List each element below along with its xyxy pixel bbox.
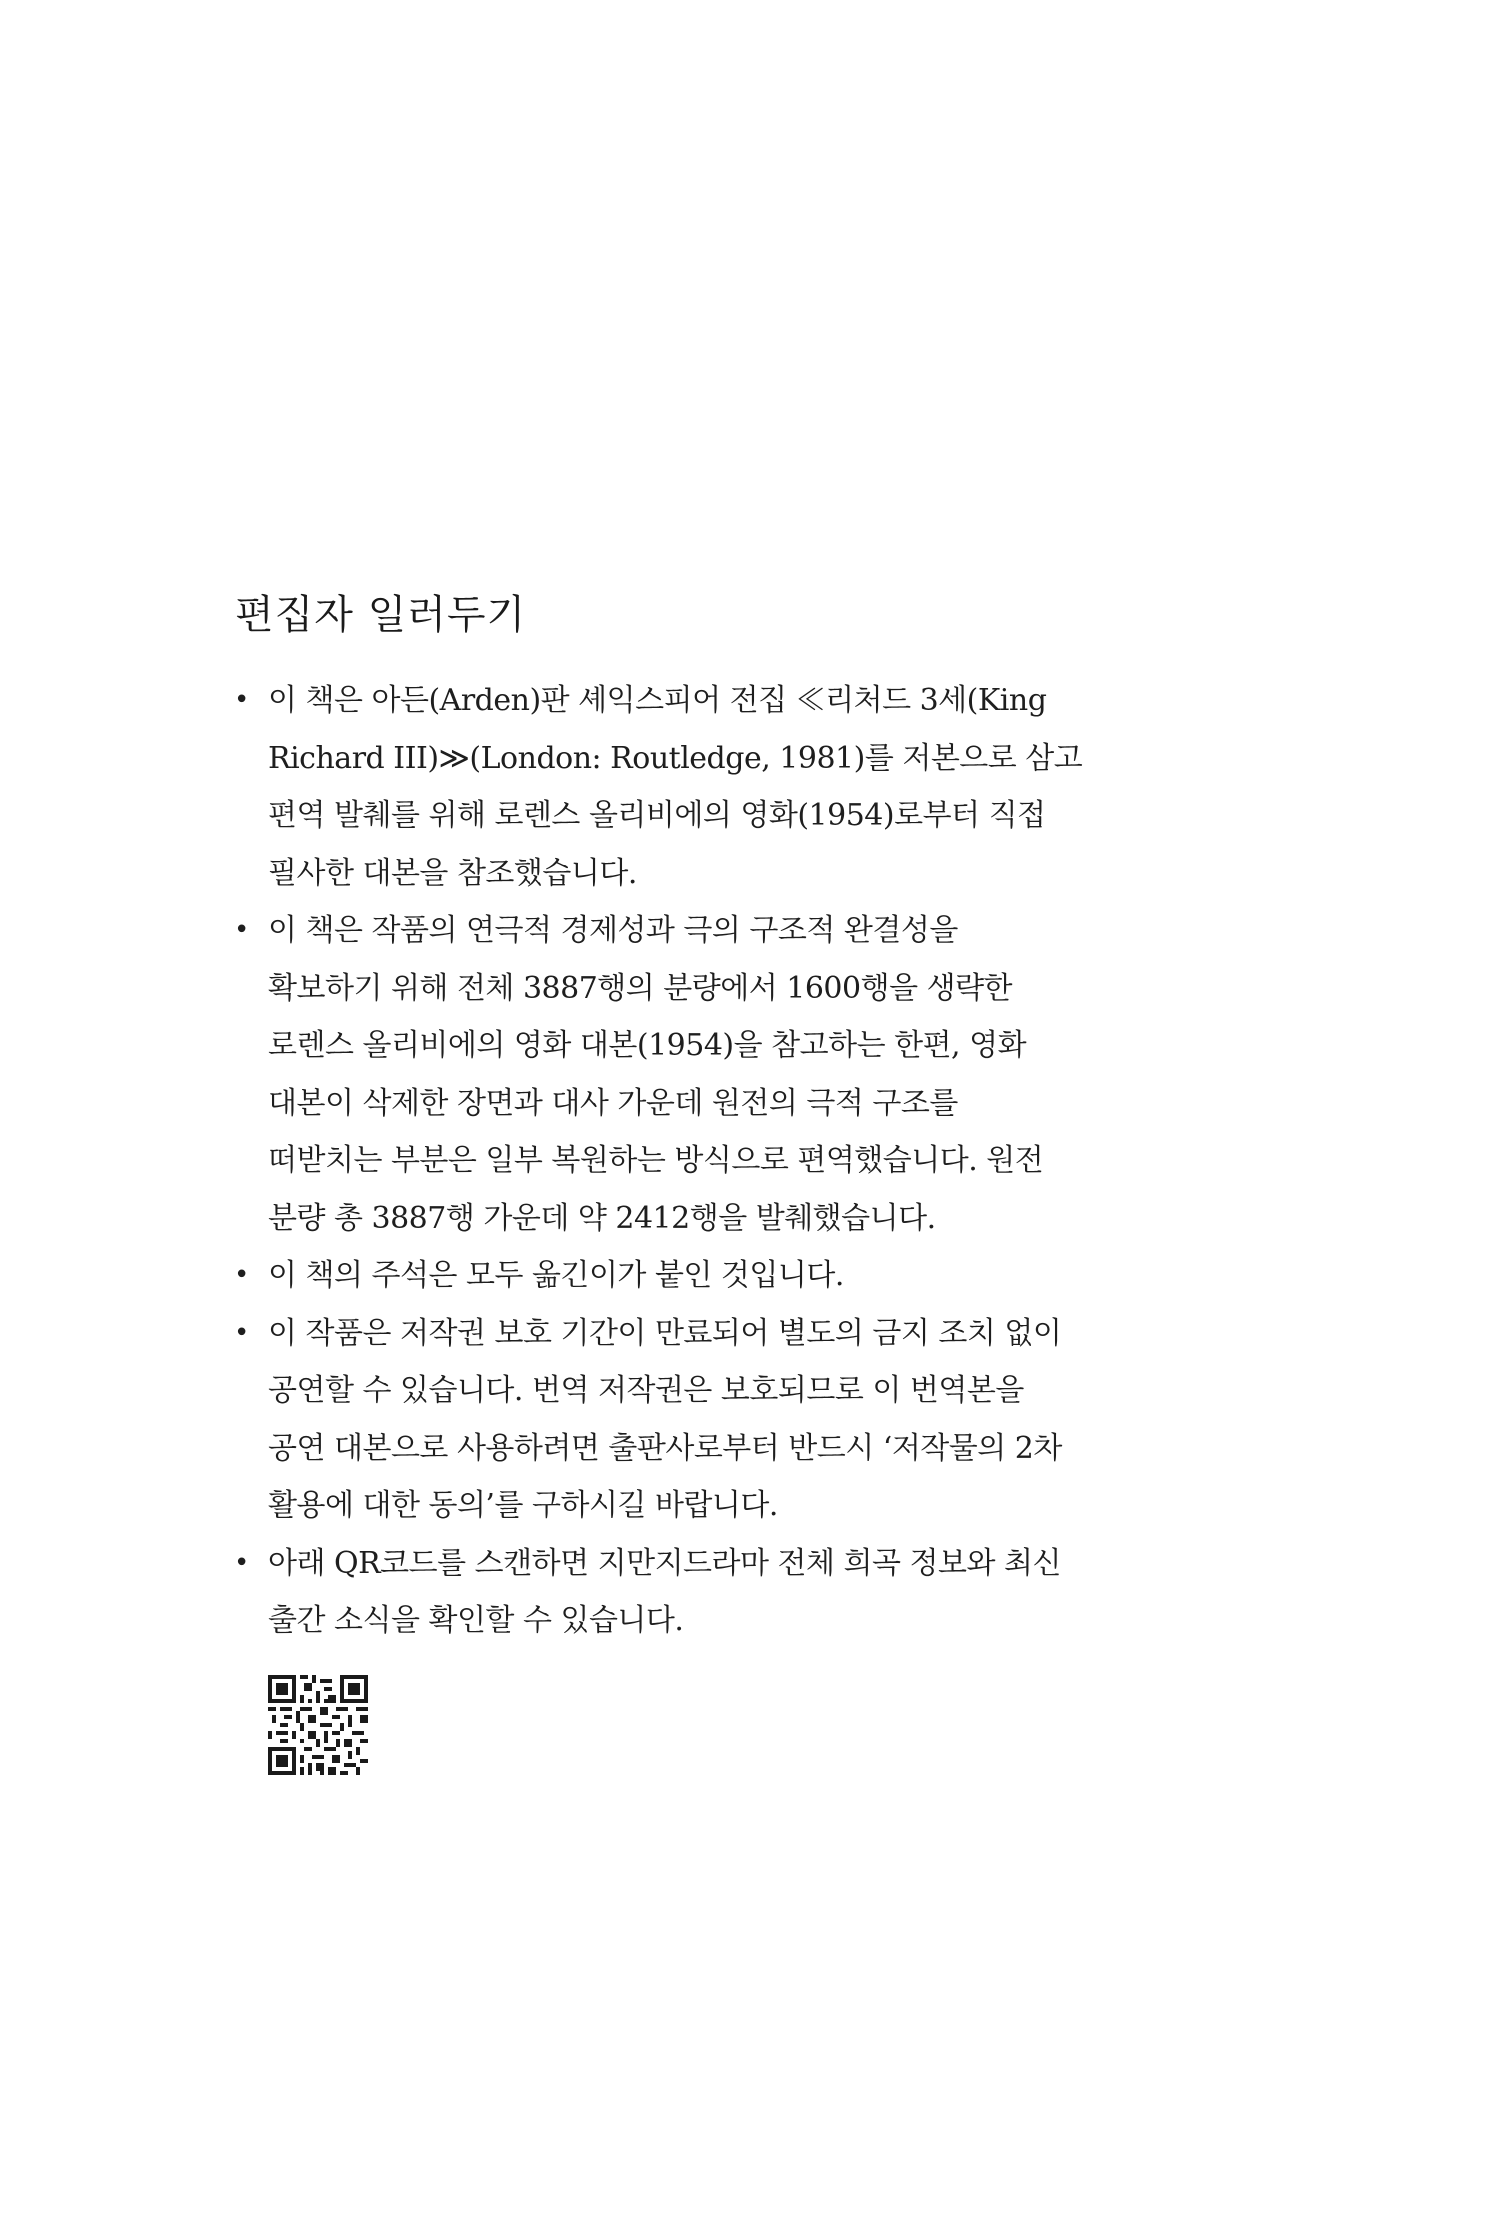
note-line: 출간 소식을 확인할 수 있습니다.: [268, 1603, 684, 1638]
notes-list: [232, 672, 1202, 1650]
note-line: 이 책의 주석은 모두 옮긴이가 붙인 것입니다.: [268, 1258, 844, 1293]
note-line: 아래 QR코드를 스캔하면 지만지드라마 전체 희곡 정보와 최신: [268, 1545, 1061, 1581]
note-line: 대본이 삭제한 장면과 대사 가운데 원전의 극적 구조를: [268, 1085, 958, 1121]
note-line: 편역 발췌를 위해 로렌스 올리비에의 영화(1954)로부터 직접: [268, 798, 1046, 833]
note-line: 이 책은 아든(Arden)판 셰익스피어 전집 ≪리처드 3세(King: [268, 683, 1047, 718]
bullet: •: [234, 1317, 249, 1348]
note-item: [232, 672, 1202, 902]
note-line: Richard III)≫(London: Routledge, 1981)를 저본으로 삼고: [268, 740, 1083, 776]
page-title: 편집자 일러두기: [235, 592, 527, 638]
bullet: •: [234, 1547, 249, 1578]
note-line: 떠받치는 부분은 일부 복원하는 방식으로 편역했습니다. 원전: [268, 1143, 1044, 1178]
note-line: 로렌스 올리비에의 영화 대본(1954)을 참고하는 한편, 영화: [268, 1028, 1027, 1063]
note-line: 공연 대본으로 사용하려면 출판사로부터 반드시 ‘저작물의 2차: [268, 1430, 1062, 1466]
note-item: [232, 902, 1202, 1247]
qr-code-icon: [268, 1675, 368, 1775]
note-item: [232, 1247, 1202, 1305]
note-line: 분량 총 3887행 가운데 약 2412행을 발췌했습니다.: [268, 1200, 936, 1236]
bullet: •: [234, 915, 249, 945]
note-item: [232, 1305, 1202, 1535]
note-item: [232, 1535, 1202, 1650]
bullet: •: [234, 1260, 249, 1290]
bullet: •: [234, 685, 249, 715]
note-line: 필사한 대본을 참조했습니다.: [268, 855, 637, 891]
note-line: 이 책은 작품의 연극적 경제성과 극의 구조적 완결성을: [268, 913, 958, 948]
note-line: 이 작품은 저작권 보호 기간이 만료되어 별도의 금지 조치 없이: [268, 1315, 1062, 1351]
note-line: 확보하기 위해 전체 3887행의 분량에서 1600행을 생략한: [268, 970, 1013, 1006]
note-line: 공연할 수 있습니다. 번역 저작권은 보호되므로 이 번역본을: [268, 1373, 1024, 1408]
note-line: 활용에 대한 동의’를 구하시길 바랍니다.: [268, 1488, 778, 1523]
